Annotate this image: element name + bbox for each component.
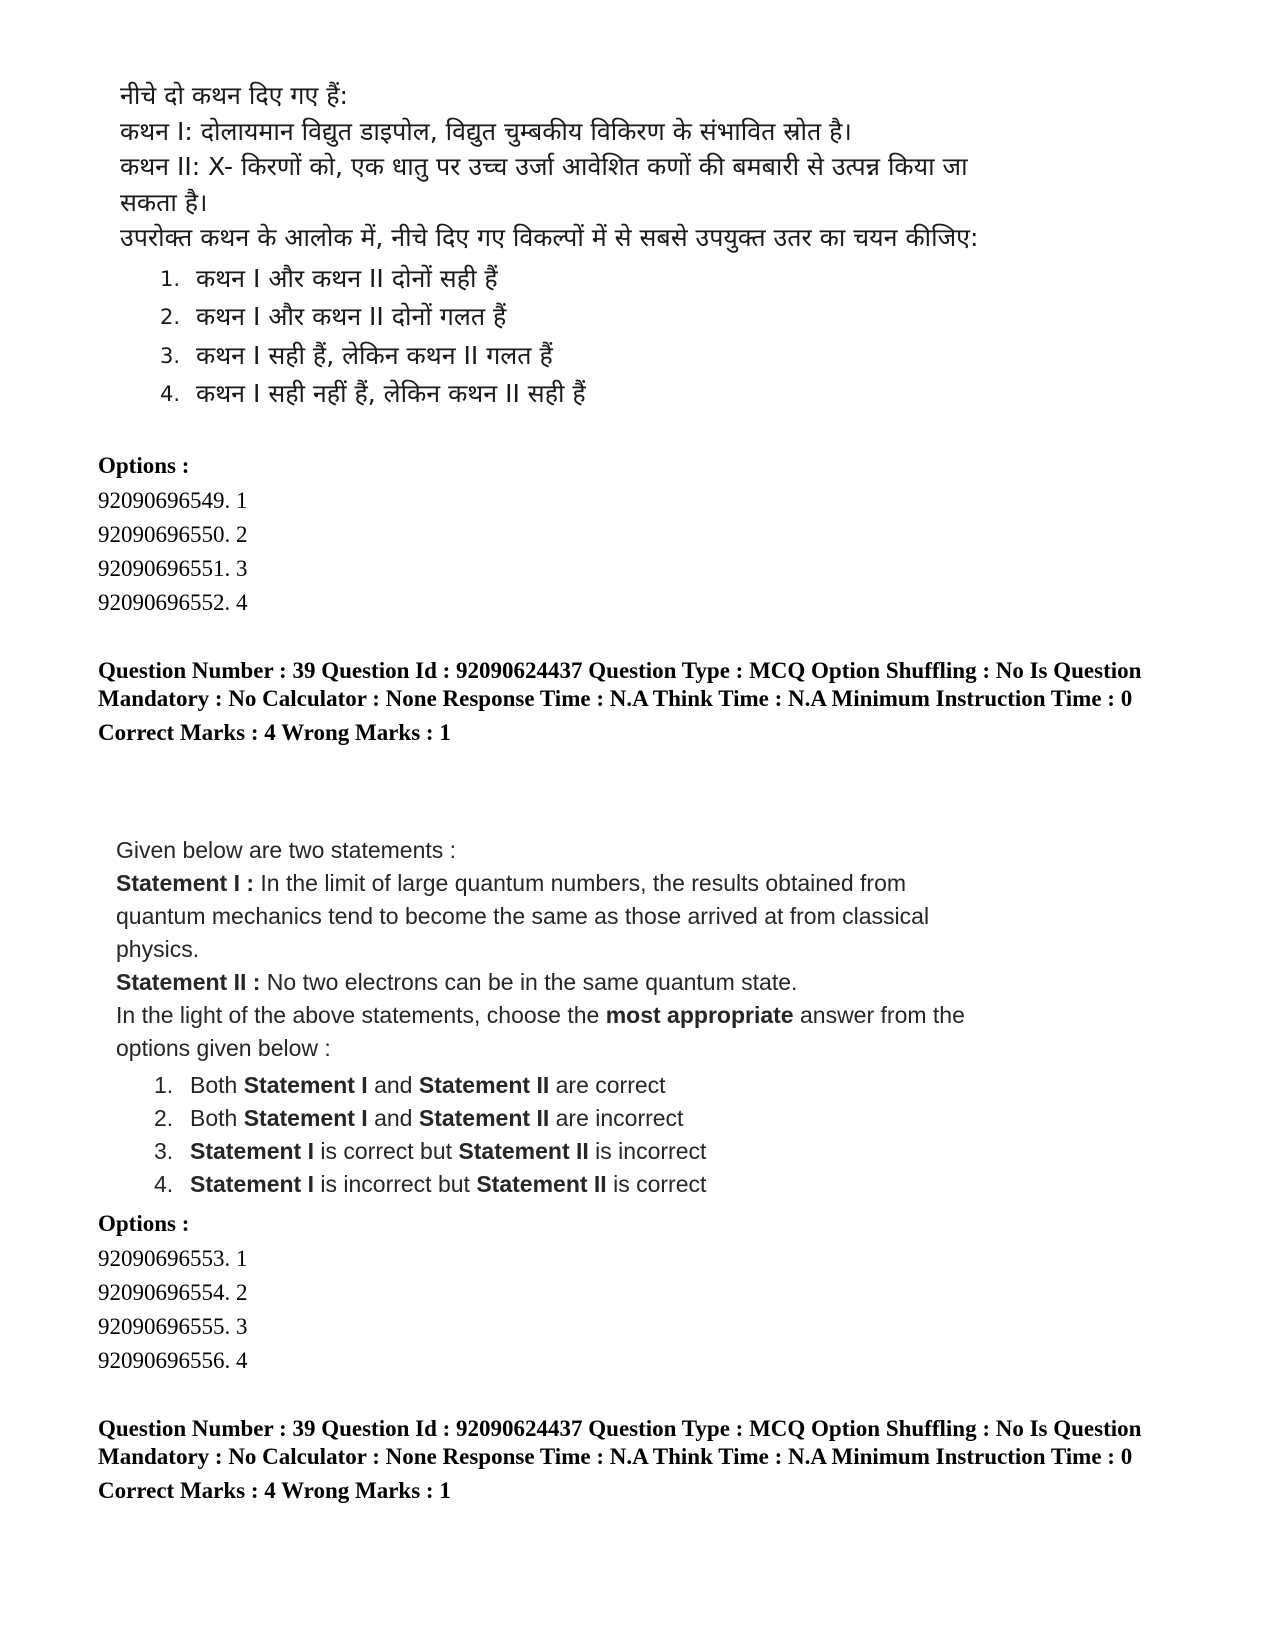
instruction-text: answer from the options given below : <box>116 1002 965 1061</box>
options-label: Options : <box>98 1211 190 1236</box>
choice-number: 4. <box>154 1171 174 1197</box>
choice-text: कथन I और कथन II दोनों गलत हैं <box>196 302 507 331</box>
english-statement-1 <box>116 867 996 966</box>
choice-text: कथन I और कथन II दोनों सही हैं <box>196 263 498 293</box>
choice-text: कथन I सही नहीं हैं, लेकिन कथन II सही हैं <box>196 379 586 408</box>
list-item <box>116 1168 996 1201</box>
statement-label: Statement I : <box>116 870 255 896</box>
option-row: 92090696552. 4 <box>98 590 248 615</box>
instruction-emphasis: most appropriate <box>605 1002 794 1028</box>
option-row: 92090696549. 1 <box>98 488 248 513</box>
english-question-block <box>116 834 996 1201</box>
english-choice-list <box>116 1069 996 1201</box>
list-item <box>120 298 1000 337</box>
option-row: 92090696550. 2 <box>98 522 248 547</box>
list-item <box>120 375 1000 414</box>
statement-text: In the limit of large quantum numbers, the results obtained from quantum mechanics tend to become the same as those arrived at from classical physics. <box>116 870 930 962</box>
english-intro: Given below are two statements : <box>116 837 457 863</box>
list-item <box>116 1069 996 1102</box>
choice-number: 3. <box>160 343 181 368</box>
choice-number: 2. <box>154 1105 174 1131</box>
list-item <box>116 1135 996 1168</box>
hindi-statement-2: कथन II: X- किरणों को, एक धातु पर उच्च उर्जा आवेशित कणों की बमबारी से उत्पन्न किया जा सकता है। <box>120 152 968 217</box>
choice-number: 4. <box>160 382 181 406</box>
options-block-1 <box>98 452 1188 620</box>
list-item <box>120 337 1000 376</box>
options-label: Options : <box>98 453 190 478</box>
hindi-choice-list <box>120 260 1000 414</box>
options-block-2 <box>98 1210 1188 1378</box>
english-instruction <box>116 999 996 1065</box>
choice-text: Both Statement I and Statement II are incorrect <box>190 1105 684 1131</box>
choice-text: Both Statement I and Statement II are correct <box>190 1072 666 1098</box>
question-meta-2 <box>98 1415 1188 1505</box>
list-item <box>120 260 1000 299</box>
choice-text: Statement I is correct but Statement II is incorrect <box>190 1138 707 1164</box>
instruction-text: In the light of the above statements, choose the <box>116 1002 606 1028</box>
choice-number: 1. <box>160 266 181 291</box>
choice-number: 3. <box>154 1138 174 1164</box>
option-row: 92090696555. 3 <box>98 1314 248 1339</box>
marks-info: Correct Marks : 4 Wrong Marks : 1 <box>98 720 451 745</box>
hindi-statement-1: कथन I: दोलायमान विद्युत डाइपोल, विद्युत चुम्बकीय विकिरण के संभावित स्रोत है। <box>120 116 852 146</box>
statement-label: Statement II : <box>116 969 261 995</box>
choice-text: Statement I is incorrect but Statement II is correct <box>190 1171 707 1197</box>
hindi-question-block <box>120 78 1000 414</box>
option-row: 92090696553. 1 <box>98 1246 248 1271</box>
question-meta-1 <box>98 657 1188 747</box>
option-row: 92090696551. 3 <box>98 556 248 581</box>
hindi-intro: नीचे दो कथन दिए गए हैं: <box>120 81 348 110</box>
list-item <box>116 1102 996 1135</box>
question-info: Question Number : 39 Question Id : 92090624437 Question Type : MCQ Option Shuffling : No Is Question Mandatory : No Calculator : None Response Time : N.A Think Time : N.A Minimum Instruction Time : 0 <box>98 1416 1142 1469</box>
question-info: Question Number : 39 Question Id : 92090624437 Question Type : MCQ Option Shuffling : No Is Question Mandatory : No Calculator : None Response Time : N.A Think Time : N.A Minimum Instruction Time : 0 <box>98 658 1142 711</box>
marks-info: Correct Marks : 4 Wrong Marks : 1 <box>98 1478 451 1503</box>
choice-number: 1. <box>154 1072 174 1098</box>
statement-text: No two electrons can be in the same quantum state. <box>260 969 798 995</box>
option-row: 92090696556. 4 <box>98 1348 248 1373</box>
choice-number: 2. <box>160 305 181 329</box>
english-statement-2 <box>116 966 996 999</box>
hindi-instruction: उपरोक्त कथन के आलोक में, नीचे दिए गए विकल्पों में से सबसे उपयुक्त उतर का चयन कीजिए: <box>120 223 979 252</box>
choice-text: कथन I सही हैं, लेकिन कथन II गलत हैं <box>196 340 553 370</box>
option-row: 92090696554. 2 <box>98 1280 248 1305</box>
